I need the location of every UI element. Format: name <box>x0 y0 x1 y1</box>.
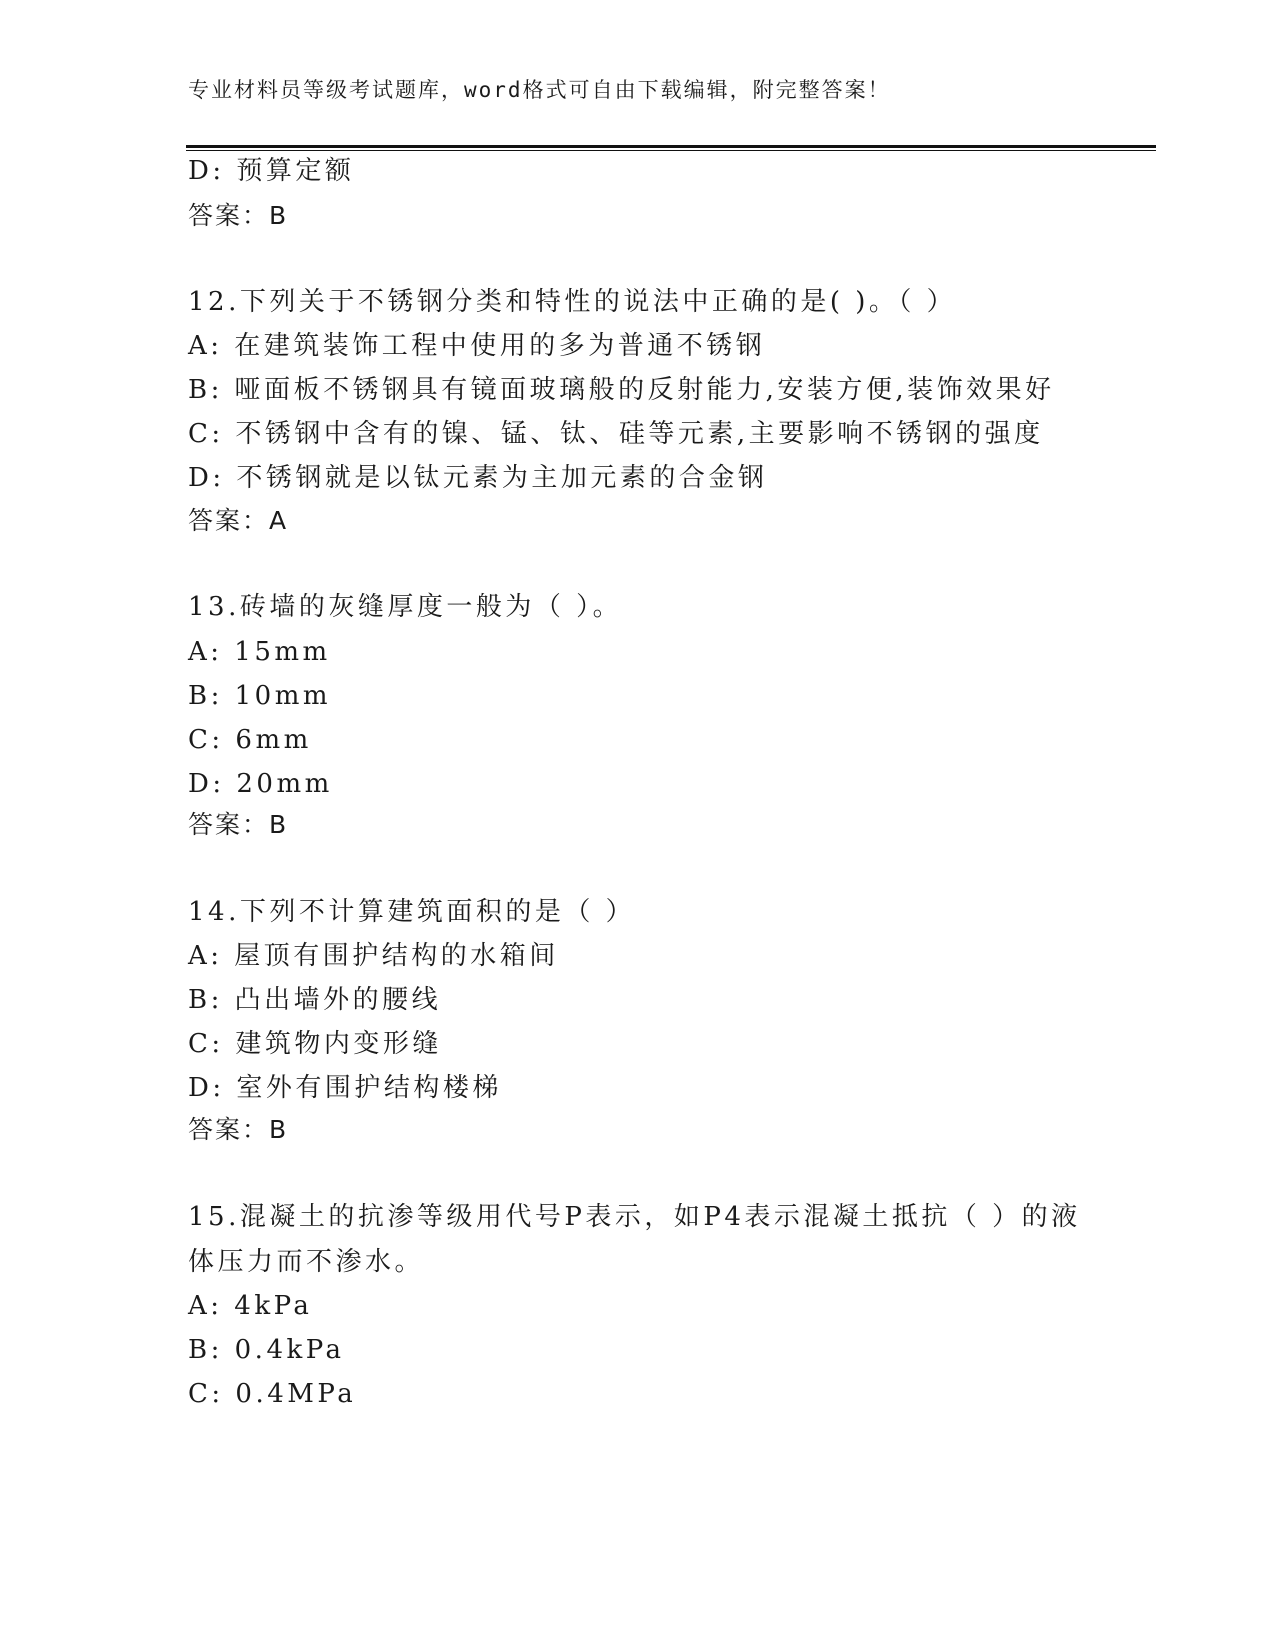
q14-option-a: A: 屋顶有围护结构的水箱间 <box>188 941 559 971</box>
q13-option-a: A: 15mm <box>188 637 331 667</box>
q13-stem: 13.砖墙的灰缝厚度一般为（ ）。 <box>188 592 623 622</box>
q15-option-b: B: 0.4kPa <box>188 1335 345 1365</box>
q13-option-c: C: 6mm <box>188 725 312 755</box>
q13-option-d: D: 20mm <box>188 769 333 799</box>
header-divider <box>186 145 1156 151</box>
q13-option-b: B: 10mm <box>188 681 332 711</box>
q12-option-b: B: 哑面板不锈钢具有镜面玻璃般的反射能力,安装方便,装饰效果好 <box>188 375 1055 405</box>
q11-answer: 答案：B <box>188 201 289 230</box>
q15-stem-line2: 体压力而不渗水。 <box>188 1247 425 1277</box>
q12-answer: 答案：A <box>188 506 289 535</box>
q15-option-c: C: 0.4MPa <box>188 1379 357 1409</box>
q14-stem: 14.下列不计算建筑面积的是（ ） <box>188 897 636 927</box>
q14-option-b: B: 凸出墙外的腰线 <box>188 985 442 1015</box>
q11-option-d: D: 预算定额 <box>188 156 355 186</box>
q12-stem: 12.下列关于不锈钢分类和特性的说法中正确的是( )。（ ） <box>188 287 957 317</box>
page-header: 专业材料员等级考试题库，word格式可自由下载编辑，附完整答案！ <box>188 78 891 102</box>
q12-option-a: A: 在建筑装饰工程中使用的多为普通不锈钢 <box>188 331 766 361</box>
q15-option-a: A: 4kPa <box>188 1291 313 1321</box>
q13-answer: 答案：B <box>188 810 289 839</box>
q15-stem-line1: 15.混凝土的抗渗等级用代号P表示，如P4表示混凝土抵抗（ ）的液 <box>188 1202 1081 1232</box>
q12-option-c: C: 不锈钢中含有的镍、锰、钛、硅等元素,主要影响不锈钢的强度 <box>188 419 1044 449</box>
q14-option-d: D: 室外有围护结构楼梯 <box>188 1073 502 1103</box>
q12-option-d: D: 不锈钢就是以钛元素为主加元素的合金钢 <box>188 463 768 493</box>
q14-option-c: C: 建筑物内变形缝 <box>188 1029 442 1059</box>
q14-answer: 答案：B <box>188 1115 289 1144</box>
